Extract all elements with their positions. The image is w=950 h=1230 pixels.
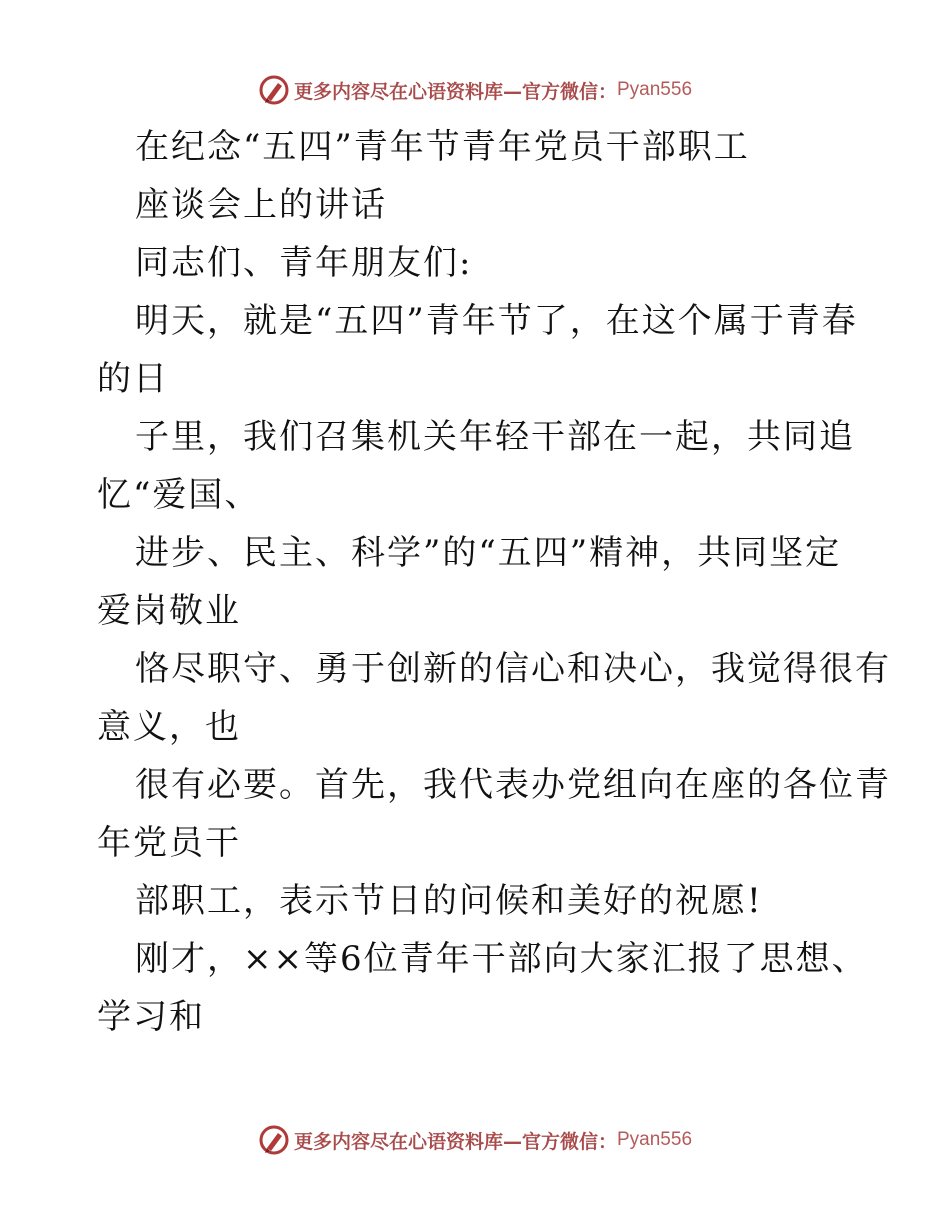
text-line: 的日 (97, 359, 169, 399)
text-line: 爱岗敬业 (97, 591, 241, 631)
text-line: 刚才，××等6位青年干部向大家汇报了思想、 (135, 939, 868, 979)
watermark-id: Pyan556 (617, 1129, 693, 1150)
title-line-1: 在纪念“五四”青年节青年党员干部职工 (135, 127, 750, 167)
text-line: 学习和 (97, 997, 205, 1037)
title-line-2: 座谈会上的讲话 (135, 185, 387, 225)
text-line: 明天，就是“五四”青年节了，在这个属于青春 (135, 301, 858, 341)
watermark-header (0, 70, 950, 110)
text-line: 忆“爱国、 (97, 475, 261, 515)
text-line: 子里，我们召集机关年轻干部在一起，共同追 (135, 417, 855, 457)
watermark-text: 更多内容尽在心语资料库—官方微信： (293, 80, 617, 103)
pen-logo-icon (258, 1124, 290, 1156)
watermark-text: 更多内容尽在心语资料库—官方微信： (293, 1130, 617, 1153)
text-line: 年党员干 (97, 823, 241, 863)
pen-logo-icon (258, 74, 290, 106)
watermark-footer (0, 1120, 950, 1160)
text-line: 意义，也 (97, 707, 241, 747)
text-line: 很有必要。首先，我代表办党组向在座的各位青 (135, 765, 891, 805)
text-line: 进步、民主、科学”的“五四”精神，共同坚定 (135, 533, 842, 573)
watermark-id: Pyan556 (617, 79, 693, 100)
text-line: 部职工，表示节日的问候和美好的祝愿! (135, 881, 763, 921)
text-line: 恪尽职守、勇于创新的信心和决心，我觉得很有 (135, 649, 891, 689)
salutation: 同志们、青年朋友们: (135, 243, 473, 283)
document-body (0, 118, 950, 1046)
